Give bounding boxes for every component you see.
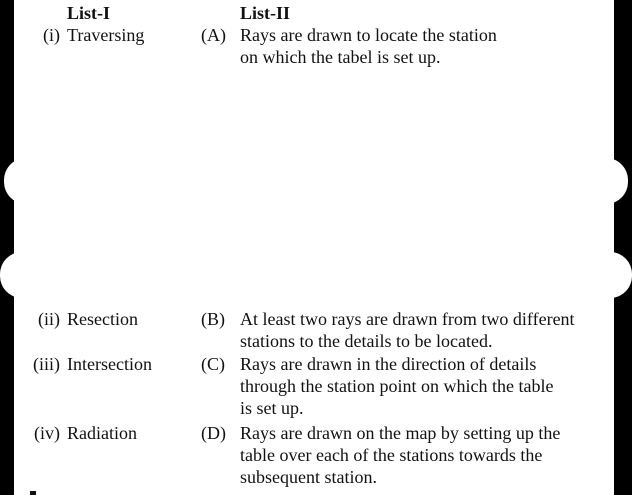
list2-item-d-line-3: subsequent station. xyxy=(240,467,377,487)
list1-item-3-term: Intersection xyxy=(67,354,152,374)
list1-item-2-number: (ii) xyxy=(38,309,60,329)
list2-item-b-description xyxy=(240,308,612,352)
list2-item-a-line-2: on which the tabel is set up. xyxy=(240,47,441,67)
stray-mark xyxy=(30,491,36,495)
list2-item-c-line-1: Rays are drawn in the direction of details xyxy=(240,354,537,374)
list2-item-d-line-2: table over each of the stations towards the xyxy=(240,445,543,465)
page-bulge-upper xyxy=(4,158,628,204)
page-bulge-lower xyxy=(0,252,632,298)
list2-item-d-description xyxy=(240,422,612,488)
list2-item-d-line-1: Rays are drawn on the map by setting up the xyxy=(240,423,561,443)
list2-item-c-line-3: is set up. xyxy=(240,398,304,418)
page-sheet xyxy=(14,0,614,495)
list2-item-a-line-1: Rays are drawn to locate the station xyxy=(240,25,497,45)
list1-item-4-number: (iv) xyxy=(34,423,60,443)
list1-item-4-term: Radiation xyxy=(67,423,137,443)
list2-item-c-letter: (C) xyxy=(201,354,225,374)
list2-item-b-letter: (B) xyxy=(201,309,225,329)
list2-header: List-II xyxy=(240,3,291,23)
list1-item-2-term: Resection xyxy=(67,309,138,329)
list2-item-a-description xyxy=(240,24,612,68)
list2-item-a-letter: (A) xyxy=(201,25,226,45)
list2-item-b-line-2: stations to the details to be located. xyxy=(240,331,493,351)
list2-item-c-line-2: through the station point on which the table xyxy=(240,376,554,396)
list1-header: List-I xyxy=(67,3,111,23)
list1-item-1-number: (i) xyxy=(43,25,60,45)
list2-item-b-line-1: At least two rays are drawn from two different xyxy=(240,309,575,329)
list1-item-1-term: Traversing xyxy=(67,25,145,45)
list2-item-d-letter: (D) xyxy=(201,423,226,443)
list1-item-3-number: (iii) xyxy=(33,354,60,374)
list2-item-c-description xyxy=(240,353,612,419)
